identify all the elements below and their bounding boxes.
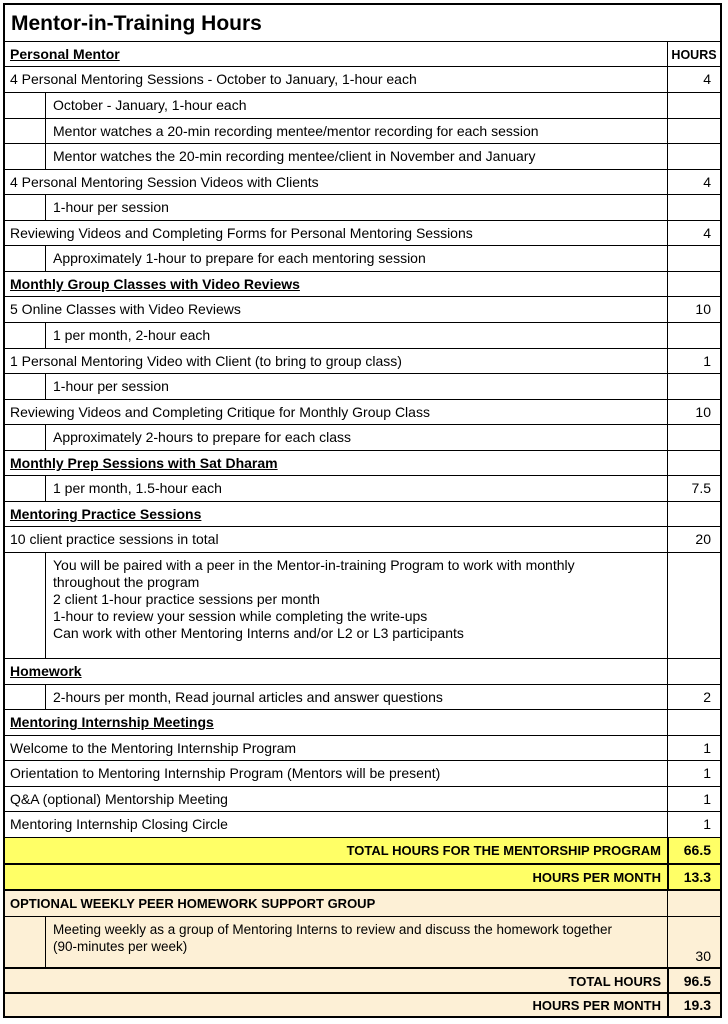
optional-hours-per-month-value: 19.3 [667,994,720,1016]
table-row [5,761,720,787]
row-text: Mentor watches the 20-min recording mentee/client in November and January [45,144,667,169]
table-row [5,246,720,272]
row-hours [667,144,720,169]
total-program-value: 66.5 [667,838,720,863]
row-hours [667,425,720,450]
row-text: 1 per month, 2-hour each [45,323,667,348]
section-label: Monthly Prep Sessions with Sat Dharam [10,455,278,471]
row-hours [667,374,720,399]
row-text: 1 per month, 1.5-hour each [45,476,667,501]
row-hours: 4 [667,67,720,92]
row-text: 1 Personal Mentoring Video with Client (to bring to group class) [10,353,402,369]
row-text: 5 Online Classes with Video Reviews [10,301,241,317]
row-hours [667,323,720,348]
table-row [5,736,720,761]
hours-per-month-value: 13.3 [667,865,720,889]
section-header-personal-mentor [5,42,720,67]
table-row [5,812,720,838]
table-row [5,787,720,812]
row-text: 4 Personal Mentoring Session Videos with Clients [10,174,319,190]
row-hours [667,93,720,118]
row-hours: 1 [667,349,720,373]
row-line: 2 client 1-hour practice sessions per month [53,591,320,607]
table-row [5,195,720,221]
row-hours: 20 [667,527,720,552]
table-row [5,400,720,425]
section-header [5,451,720,476]
row-text: 2-hours per month, Read journal articles and answer questions [45,685,667,709]
optional-section-header [5,891,720,917]
row-hours: 4 [667,170,720,194]
section-header [5,502,720,527]
row-hours [667,451,720,475]
row-hours [667,272,720,296]
total-program-row [5,838,720,865]
row-text: Reviewing Videos and Completing Forms for Personal Mentoring Sessions [10,225,473,241]
table-row [5,119,720,144]
row-text: 1-hour per session [45,195,667,220]
row-hours [667,246,720,271]
row-line: Meeting weekly as a group of Mentoring Interns to review and discuss the homework together [53,922,613,937]
row-text: Reviewing Videos and Completing Critique for Monthly Group Class [10,404,430,420]
table-row [5,323,720,349]
table-row [5,67,720,93]
table-row-multiline [5,553,720,659]
row-hours: 4 [667,221,720,245]
row-hours [667,553,720,658]
table-row [5,685,720,710]
hours-column-header: HOURS [667,42,720,66]
row-line: Can work with other Mentoring Interns and/or L2 or L3 participants [53,625,464,641]
optional-hours-per-month-row [5,994,720,1016]
table-row [5,297,720,323]
optional-hours-per-month-label: HOURS PER MONTH [532,998,661,1013]
row-line: throughout the program [53,574,200,590]
section-header [5,659,720,685]
row-hours: 7.5 [667,476,720,501]
optional-description-row [5,917,720,969]
row-line: (90-minutes per week) [53,939,188,954]
section-label: Monthly Group Classes with Video Reviews [10,276,300,292]
row-hours [667,659,720,684]
row-text: 4 Personal Mentoring Sessions - October to January, 1-hour each [10,71,417,87]
row-hours [667,891,720,916]
table-row [5,425,720,451]
row-text: October - January, 1-hour each [45,93,667,118]
row-text: 10 client practice sessions in total [10,531,219,547]
row-hours: 10 [667,297,720,322]
total-hours-label: TOTAL HOURS [568,974,661,989]
section-label: Mentoring Internship Meetings [10,714,214,730]
table-row [5,93,720,119]
row-hours: 1 [667,812,720,837]
section-header [5,710,720,736]
row-text: Approximately 1-hour to prepare for each mentoring session [45,246,667,271]
row-hours [667,502,720,526]
section-label: Homework [10,663,82,679]
row-text: Q&A (optional) Mentorship Meeting [10,791,228,807]
row-text [45,553,667,658]
hours-per-month-label: HOURS PER MONTH [532,870,661,885]
row-text: 1-hour per session [45,374,667,399]
row-hours: 10 [667,400,720,424]
row-text: Mentoring Internship Closing Circle [10,816,228,832]
table-row [5,476,720,502]
page-title: Mentor-in-Training Hours [5,5,720,42]
total-hours-value: 96.5 [667,969,720,992]
row-hours: 1 [667,736,720,760]
row-text [45,917,667,967]
row-hours: 2 [667,685,720,709]
optional-heading: OPTIONAL WEEKLY PEER HOMEWORK SUPPORT GROUP [10,896,376,911]
row-hours [667,119,720,143]
total-program-label: TOTAL HOURS FOR THE MENTORSHIP PROGRAM [346,843,661,858]
table-row [5,349,720,374]
total-hours-row [5,969,720,994]
row-hours: 1 [667,787,720,811]
section-label: Personal Mentor [10,46,120,62]
row-hours: 1 [667,761,720,786]
row-text: Mentor watches a 20-min recording mentee/mentor recording for each session [45,119,667,143]
hours-per-month-row [5,865,720,891]
row-line: You will be paired with a peer in the Mentor-in-training Program to work with monthly [53,557,575,573]
table-row [5,221,720,246]
row-text: Welcome to the Mentoring Internship Program [10,740,297,756]
optional-hours: 30 [667,917,720,967]
row-hours [667,195,720,220]
row-text: Approximately 2-hours to prepare for each class [45,425,667,450]
table-row [5,170,720,195]
hours-table [3,3,722,1018]
section-header [5,272,720,297]
row-line: 1-hour to review your session while completing the write-ups [53,608,428,624]
table-row [5,527,720,553]
row-hours [667,710,720,735]
table-row [5,374,720,400]
table-row [5,144,720,170]
row-text: Orientation to Mentoring Internship Program (Mentors will be present) [10,765,441,781]
section-label: Mentoring Practice Sessions [10,506,202,522]
